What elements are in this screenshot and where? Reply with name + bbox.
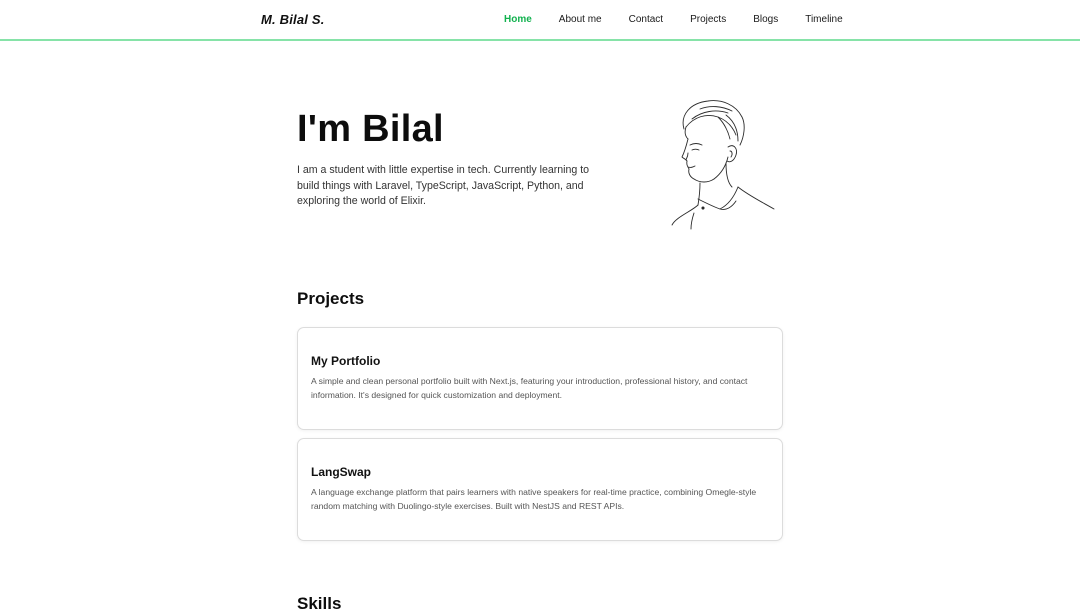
nav-item-contact[interactable]: Contact [628, 14, 664, 25]
nav-item-about[interactable]: About me [558, 14, 602, 25]
skills-heading: Skills [297, 594, 342, 613]
nav-item-home[interactable]: Home [504, 14, 532, 25]
project-description: A simple and clean personal portfolio built with Next.js, featuring your introduction, professional history, and contact information. It's designed for quick customization and deployment. [311, 376, 748, 400]
hero-title: I'm Bilal [297, 108, 444, 150]
brand-logo[interactable]: M. Bilal S. [261, 12, 325, 27]
portrait-illustration [656, 95, 781, 230]
project-title: My Portfolio [311, 354, 381, 368]
project-card-portfolio[interactable] [297, 327, 783, 430]
project-card-langswap[interactable] [297, 438, 783, 541]
nav-item-blogs[interactable]: Blogs [753, 14, 779, 25]
hero-description: I am a student with little expertise in tech. Currently learning to build things with Laravel, TypeScript, JavaScript, Python, and exploring the world of Elixir. [297, 164, 590, 208]
main-nav [504, 14, 843, 25]
project-description: A language exchange platform that pairs learners with native speakers for real-time practice, combining Omegle-style random matching with Duolingo-style exercises. Built with NestJS and REST APIs. [311, 487, 757, 511]
project-title: LangSwap [311, 465, 372, 479]
site-header [0, 0, 1080, 41]
nav-item-timeline[interactable]: Timeline [805, 14, 843, 25]
projects-heading: Projects [297, 289, 365, 308]
nav-item-projects[interactable]: Projects [690, 14, 727, 25]
